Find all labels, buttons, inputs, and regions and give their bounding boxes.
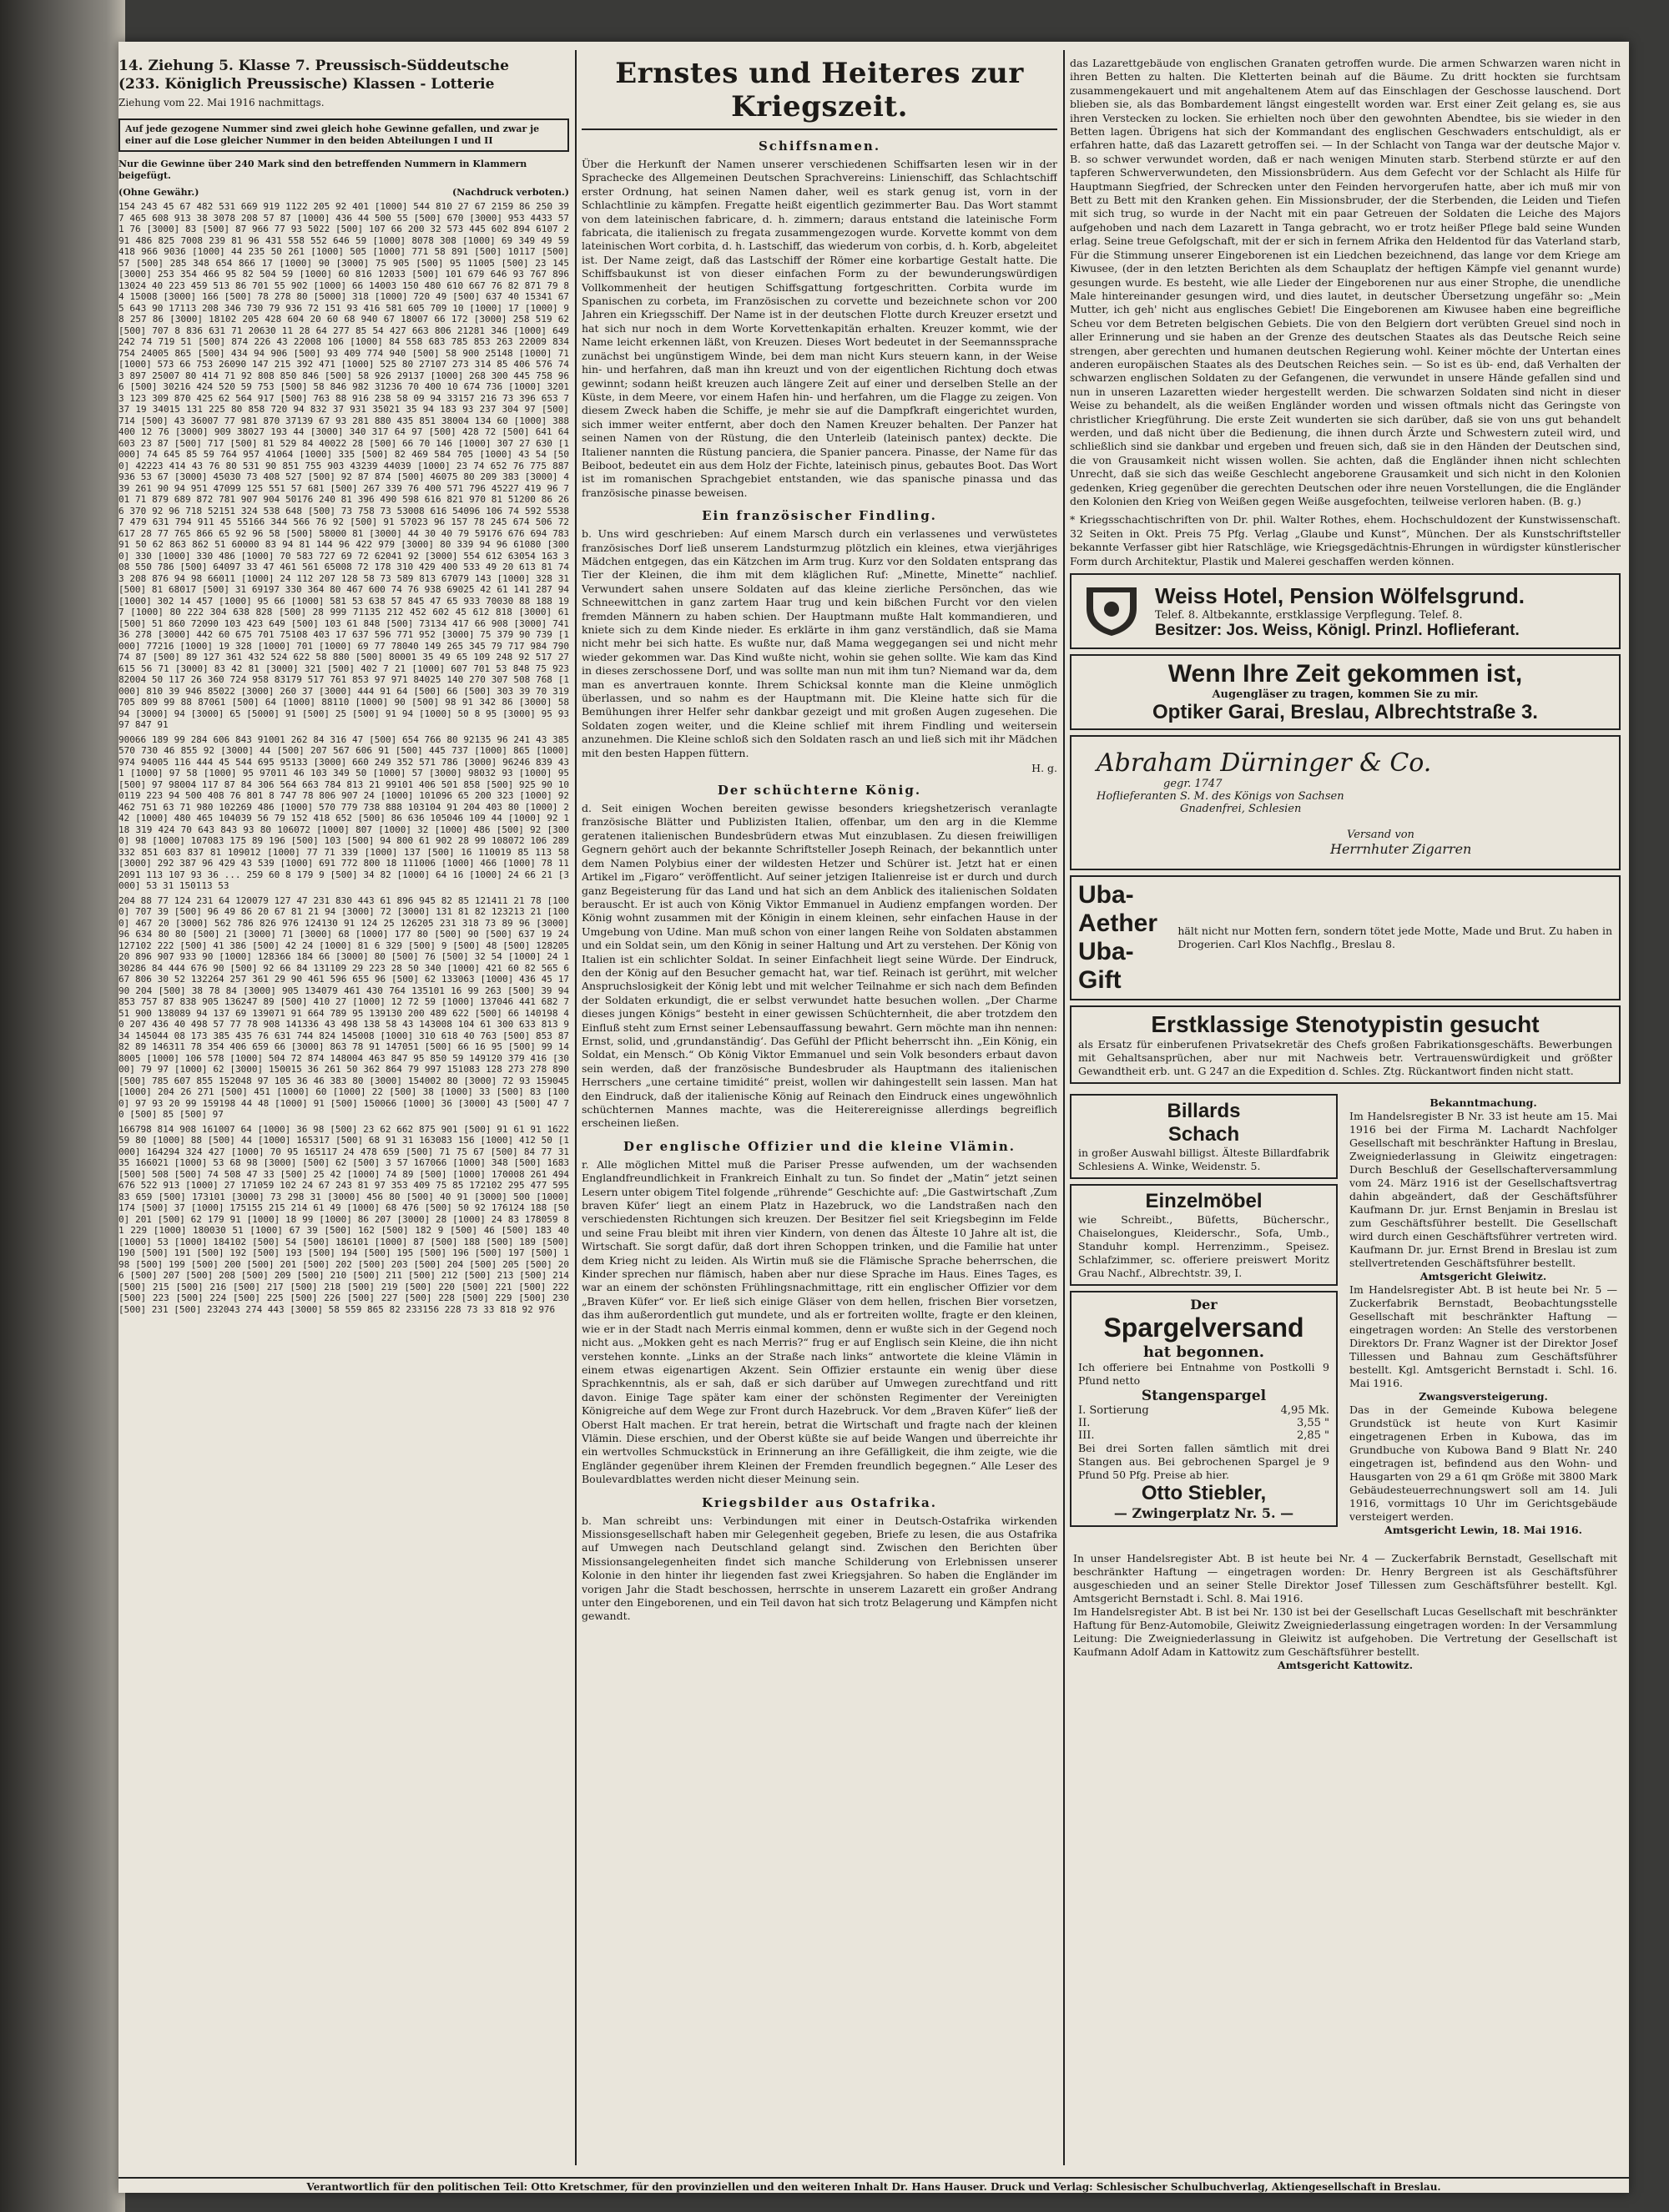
billards-text: in großer Auswahl billigst. Älteste Billardfabrik Schlesiens A. Winke, Weidenstr. 5.: [1078, 1146, 1329, 1173]
lottery-header: [118, 57, 569, 112]
lottery-numbers: 154 243 45 67 482 531 669 919 1122 205 92 401 [1000] 544 810 27 67 2159 86 250 397 465 608 913 38 3078 208 57 87 [1000] 436 44 500 55 [500] 670 [3000] 953 4433 571 76 [3000] 83 [500] 87 966 77 93 5022 [500] 107 66 200 32 573 445 602 894 6107 291 486 825 7008 239 81 96 431 558 552 646 59 [1000] 8078 308 [1000] 69 349 49 59 418 966 9036 [1000] 44 235 50 261 [1000] 505 [1000] 771 58 891 [500] 10117 [500] 57 [500] 285 348 654 866 17 [1000] 90 [3000] 75 905 [500] 95 11005 [500] 23 145 [3000] 253 354 466 95 82 504 59 [1000] 60 816 12033 [500] 101 679 646 93 767 896 13024 40 223 459 513 86 701 55 902 [1000] 66 14003 150 480 610 667 76 82 871 79 84 15008 [3000] 166 [500] 78 278 80 [5000] 318 [1000] 720 49 [500] 637 40 15341 675 643 90 17113 208 346 730 79 936 72 151 93 416 581 605 709 10 [1000] 17 [1000] 98 257 86 [3000] 18102 205 428 604 20 60 68 940 67 18007 66 172 [3000] 258 519 62 [500] 707 8 836 631 71 20630 11 28 64 277 85 54 427 663 806 21281 346 [1000] 649 242 74 719 51 [500] 874 226 43 22008 106 [1000] 84 558 683 785 853 263 22009 834 754 24005 865 [500] 434 94 906 [500] 93 409 774 940 [500] 58 900 25148 [1000] 71 [1000] 573 66 753 26090 147 215 392 471 [1000] 525 80 27107 273 314 85 406 576 743 897 25007 80 414 71 92 808 850 846 [500] 58 926 29137 [1000] 268 300 445 758 966 [500] 30216 424 520 59 753 [500] 58 846 982 31236 70 400 10 674 736 [1000] 32013 123 309 870 425 62 564 917 [500] 763 88 916 238 58 09 94 33157 216 73 396 653 737 19 34015 131 225 80 858 720 94 832 37 931 35021 35 94 183 93 237 304 97 [500] 714 [500] 43 36007 77 981 870 37139 67 93 281 880 435 851 38004 134 60 [1000] 388 400 12 76 [3000] 909 38027 193 44 [3000] 340 317 64 97 [500] 428 72 [500] 641 64 603 23 87 [500] 717 [500] 81 529 84 40022 28 [500] 66 70 146 [1000] 307 27 630 [1000] 74 645 85 59 764 957 41064 [1000] 335 [500] 82 469 584 705 [1000] 43 54 [500] 42223 414 43 76 80 531 90 851 755 903 43239 44039 [1000] 23 74 652 76 775 887 936 53 67 [3000] 45030 73 408 527 [500] 92 87 874 [500] 46075 80 209 383 [3000] 439 261 90 94 951 47099 125 551 57 681 [500] 267 339 76 400 571 796 45227 419 96 701 71 879 689 872 781 907 904 50176 240 81 396 490 598 616 821 970 81 51200 86 266 370 92 96 718 52151 324 538 648 [500] 73 758 73 53008 616 54096 106 74 592 55387 479 631 794 911 45 55166 344 566 76 92 [500] 91 57023 96 157 78 245 674 506 72 617 28 77 765 866 65 92 96 58 [500] 58000 81 [3000] 44 30 40 79 59176 676 694 783 91 50 62 863 862 51 60000 83 94 81 144 96 422 979 [3000] 80 339 94 96 61080 [3000] 330 [1000] 330 486 [1000] 70 583 727 69 72 62041 92 [3000] 554 612 63054 163 308 550 786 [500] 64097 33 47 461 561 65008 72 178 310 429 400 533 49 20 613 81 743 208 876 94 98 66011 [1000] 24 112 207 128 58 73 589 813 67079 143 [1000] 328 31 [500] 81 68017 [500] 31 69197 330 364 80 467 600 74 76 938 69025 42 61 141 287 94 [1000] 302 14 457 [1000] 95 66 [1000] 581 53 638 57 845 47 65 933 70030 88 188 197 [1000] 80 222 304 638 828 [500] 28 999 71135 212 452 602 45 612 818 [3000] 61 [500] 51 860 72090 103 423 649 [500] 103 61 848 [500] 73134 417 66 908 [3000] 74136 278 [3000] 442 60 675 701 75108 403 17 637 596 771 952 [3000] 75 379 90 739 [1000] 77216 [1000] 19 328 [1000] 701 [1000] 69 77 78040 149 265 345 79 717 984 79074 87 [500] 89 127 361 432 524 622 58 880 [500] 80001 35 49 65 109 248 92 517 27 615 56 71 [3000] 83 42 81 [3000] 321 [500] 402 7 21 [1000] 607 701 53 848 75 923 82004 50 117 26 360 724 958 83179 517 761 853 97 971 84025 140 270 307 508 768 [1000] 810 39 946 85022 [3000] 260 37 [3000] 444 91 64 [500] 66 [500] 303 39 70 319 705 809 99 88 87061 [500] 64 [1000] 88110 [1000] 90 [500] 98 91 342 86 [3000] 58 94 [3000] 94 [3000] 65 [5000] 91 [500] 25 [500] 91 94 [1000] 50 8 95 [3000] 95 93 97 847 91: [118, 201, 569, 730]
spargel-title: Spargelversand: [1103, 1313, 1304, 1343]
lottery-numbers-b: 90066 189 99 284 606 843 91001 262 84 316 47 [500] 654 766 80 92135 96 241 43 385 570 730 46 855 92 [3000] 44 [500] 207 567 606 91 [500] 445 737 [1000] 865 [1000] 974 94005 116 444 45 544 695 95133 [3000] 660 249 352 571 786 [3000] 96246 839 431 [1000] 97 58 [1000] 95 97011 46 103 349 50 [1000] 57 [3000] 98032 93 [1000] 95 [500] 97 98004 117 87 84 306 564 663 784 813 21 99101 406 501 858 [500] 925 90 100119 223 94 500 408 76 801 8 747 78 806 907 24 [1000] 101096 65 200 323 [1000] 92 462 751 63 71 980 102269 486 [1000] 570 779 738 888 103104 91 204 403 80 [1000] 242 [1000] 480 465 104039 56 79 152 418 652 [500] 86 636 105046 109 44 [1000] 92 118 319 424 70 643 843 93 80 106072 [1000] 807 [1000] 32 [1000] 486 [500] 92 [3000] 98 [1000] 107083 175 89 196 [500] 103 [500] 94 800 61 902 28 99 108072 106 289 332 851 603 837 81 109012 [1000] 77 71 339 [1000] 137 [500] 16 110019 85 113 58 [3000] 292 387 96 429 43 539 [1000] 691 772 800 18 111006 [1000] 466 [1000] 78 112091 113 107 93 36 ... 259 60 8 179 9 [500] 34 82 [1000] 64 16 [1000] 24 66 21 [3000] 53 31 150113 53: [118, 733, 569, 891]
lottery-column: [118, 57, 569, 2176]
durninger-line4: Herrnhuter Zigarren: [1330, 841, 1472, 858]
lottery-header-line3: Ziehung vom 22. Mai 1916 nachmittags.: [118, 97, 325, 108]
hotel-name: Weiss Hotel, Pension Wölfelsgrund.: [1155, 582, 1525, 608]
uba-name1: Uba-Aether: [1078, 881, 1158, 938]
section-text: b. Man schreibt uns: Verbindungen mit einer in Deutsch-Ostafrika wirkenden Missionsgesellschaft haben mir Gelegenheit gegeben, Briefe zu lesen, die aus Ostafrika auf Umwegen nach Deutschland gelangt sind. Zwischen den Berichten über Missionsangelegenheiten findet sich manche Schilderung von Erlebnissen unserer Kolonie in den hinter ihr liegenden fast zwei Kriegsjahren. So haben die Engländer im vorigen Jahr die Stadt beschossen, herrschte in unserem Lazarett ein großer Andrang unter den Eingeborenen, und ein Teil davon hat sich trotz Belagerung und Kämpfen nicht gewandt.: [582, 1514, 1057, 1623]
column-rule: [1063, 50, 1065, 2165]
ads-column: [1070, 57, 1621, 2176]
hotel-owner: Besitzer: Jos. Weiss, Königl. Prinzl. Hoflieferant.: [1155, 621, 1520, 639]
column-rule: [575, 50, 577, 2165]
price-row: [1078, 1404, 1329, 1417]
ads-lower-split: [1070, 1089, 1621, 1544]
steno-title: Erstklassige Stenotypistin gesucht: [1151, 1011, 1540, 1038]
lottery-tag-left: (Ohne Gewähr.): [118, 187, 199, 198]
spargel-note: Bei drei Sorten fallen sämtlich mit drei Stangen aus. Bei gebrochenen Spargel je 9 Pfund 50 Pfg. Preise ab hier.: [1078, 1442, 1329, 1482]
section-signature: H. g.: [1031, 762, 1057, 775]
price-label: II.: [1078, 1417, 1091, 1430]
optician-headline: Wenn Ihre Zeit gekommen ist,: [1167, 660, 1523, 688]
billards-title2: Schach: [1167, 1123, 1240, 1146]
legal-text: Im Handelsregister B Nr. 33 ist heute am 15. Mai 1916 bei der Firma M. Lachardt Nachfolger Gesellschaft mit beschränkter Haftung in Breslau, Zweigniederlassung in Gleiwitz eingetragen: Durch Beschluß der Gesellschafterversammlung vom 24. März 1916 ist der Gesellschaftsvertrag dahin abgeändert, daß der Geschäftsführer Kaufmann Dr. jur. Ernst Benjamin in Breslau ist zum Geschäftsführer bestellt. Die Gesellschaft wird durch einen Geschäftsführer vertreten wird. Kaufmann Dr. jur. Ernst Brend in Breslau ist zum stellvertretenden Geschäftsführer bestellt.: [1349, 1110, 1617, 1270]
spargel-company: Otto Stiebler,: [1141, 1482, 1267, 1505]
hotel-ad: [1070, 573, 1621, 649]
spargel-text: Ich offeriere bei Entnahme von Postkolli 9 Pfund netto: [1078, 1361, 1329, 1388]
durninger-name: Abraham Dürninger & Co.: [1097, 748, 1432, 778]
durninger-line2: Gnadenfrei, Schlesien: [1180, 803, 1302, 816]
article-continuation: das Lazarettgebäude von englischen Granaten getroffen wurde. Die armen Schwarzen waren nicht in ihren Betten zu halten. Die Kletterten beinah auf die Bäume. Zu dritt hockten sie furchtsam zusammengekauert und mit angehaltenem Atem auf das Einschlagen der Geschosse lauschend. Dort blieben sie, als das Bombardement längst eingestellt worden war. Erst einer Zeit gelang es, sie aus ihren Verstecken zu locken. Sie erhielten noch über den gewohnten Abendtee, bis sie wieder in den Betten lagen. Übrigens hat sich der Kommandant des englischen Geschwaders entschuldigt, als er erfahren hatte, daß das Lazarett getroffen sei. — In der Schlacht von Tanga war der deutsche Major v. B. so schwer verwundet worden, daß er nach wenigen Minuten starb. Sterbend stürzte er auf den tapferen Schwerverwundeten, den Missionsbrüdern. Aus dem Gefecht vor der Schlacht als Hilfe für Hauptmann Siegfried, der Schrecken unter den Feinden hervorgerufen hatte, aber ich muß mir von Bett zu Bett mit den Kranken gehen. Ein Missionsbruder, der die Sterbenden, die Leiden und Tiefen mit sich trug, so wurde in der Nacht mit ein paar Getreuen der Soldaten die Leiche des Majors aufgehoben und nach dem Lazarett in Tanga gebracht, wo er trotz heißer Pflege bald seine Wunden erlag. Seine treue Gefolgschaft, mit der er sich in fernem Afrika den Heldentod für das Vaterland starb, Für die Stimmung unserer Eingeborenen ist ein Liedchen bezeichnend, das lange vor dem Kriege am Kiwusee, (der in den letzten Berichten als dem Schauplatz der heftigen Kämpfe viel genannt wurde) gesungen wurde. Es besteht, wie alle Lieder der Eingeborenen nur aus einer Strophe, die unendliche Male hintereinander gesungen wird, und dies lautet, in deutscher Übersetzung ungefähr so: „Mein Mutter, ich geh' nicht aus englisches Gebiet! Die Eingeborenen am Kiwusee haben eine begreifliche Scheu vor dem Betreten belgischen Gebiets. Die von den Belgiern dort verübten Greuel sind noch in aller Erinnerung und sie haben an der Grenze des deutschen Staates als das Deutsche Reich seine strengen, aber gerechten und humanen deutschen Regierung wohl. Keiner möchte der Untertan eines anderen europäischen Staates als des Deutschen Reiches sein. — So ist es üb- end, daß Verhalten der schwarzen englischen Soldaten zu der Gefangenen, die verwundet in unsere Hände gefallen sind und nun in unseren Lazaretten wieder hergestellt werden. Die schwarzen Soldaten sind nicht in dieser Weise zu behandelt, als die weißen Engländer worden und wissen oftmals nicht das Geringste von christlicher Kriegführung. Die erste Zeit wunderten sie sich darüber, daß sie von uns gut behandelt werden, und daß nicht über die Bedienung, die ihnen durch Ärzte und Schwestern zuteil wird, und schließlich sind sie dankbar und ergeben und freuen sich, daß sie in den Händen der Deutschen sind, die von Grausamkeit nicht wissen wollen. Sie achten, daß die Engländer ihnen nicht schlechten Unrecht, daß sie sich das weiße Geschlecht angeborene Grausamkeit und sich nicht in den Kolonien gedenken, Krieg gegenüber die gerechten Deutschen oder ihre neuen Vorstellungen, die die Engländer den Kolonien den Krieg von Weißen gegen Weiße ausgefochten, teilweise verloren haben. (B. g.): [1070, 57, 1621, 507]
section-text: r. Alle möglichen Mittel muß die Pariser Presse aufwenden, um der wachsenden Englandfreundlichkeit in Frankreich Einhalt zu tun. So findet der „Matin“ jetzt seinen Lesern unter obigem Titel folgende „rührende“ Geschichte auf: „Die Gastwirtschaft ‚Zum braven Küfer‘ liegt an einem Platz in Hazebruck, wo die Landstraßen nach den verschiedensten Richtungen sich kreuzen. Der Besitzer fiel seit Kriegsbeginn im Felde und seine Frau bleibt mit ihren vier Kindern, von denen das Älteste 10 Jahre alt ist, die Wirtschaft. Sie sorgt dafür, daß dort ihren Schoppen trinken, und die Familie hat unter dem Krieg nicht zu leiden. Als Wirtin muß sie die Flämische Sprache beherrschen, die Kinder sprechen nur flämisch, haben aber nur diese Sprache im Haus. Eines Tages, es war an einem der schönsten Frühlingsnachmittage, ritt ein englischer Offizier vor dem „Braven Küfer“ vor. Er ließ sich einige Gläser von dem hellen, frischen Bier vorsetzen, das ihm außerordentlich gut mundete, und als er fortreiten wollte, fragte er den kleinen, wie er in der Stadt nach Merris einmal kommen, denn er wußte sich in der Gegend noch nicht aus. „Mokken geht es nach Merris?“ frug er auf Englisch sein Kleine, die ihn nicht verstehen konnte. „Links an der Straße nach links“ antwortete die kleine Vlämin in einem etwas eigenartigen Akzent. Sein Offizier erstaunte ein wenig über diese Sprachkenntnis, als er sah, daß er sich darüber auf Umwegen zurechtfand und ritt davon. Einige Tage später kam einer der schönsten Regimenter der Vereinigten Königreiche auf dem Wege zur Front durch Hazebruck. Vor dem „Braven Küfer“ ließ der Oberst Halt machen. Er trat herein, betrat die Wirtschaft und fragte nach der kleinen Vlämin. Diese erschien, und der Oberst küßte sie auf beide Wangen und überreichte ihr ein wertvolles Schmuckstück in Erinnerung an ihre Gefälligkeit, die ihm zeigte, wie die Engländer gegenüber ihrem Kleinen der Fremden freundlich begegnen.“ Alle Leser des Boulevardblattes werden nicht dieser Meinung sein.: [582, 1157, 1057, 1486]
spargel-ad: [1070, 1291, 1338, 1527]
section-title: Der schüchterne König.: [717, 783, 922, 799]
price-value: 4,95 Mk.: [1280, 1404, 1329, 1418]
legal-court: Amtsgericht Kattowitz.: [1277, 1659, 1414, 1672]
legal-text: In unser Handelsregister Abt. B ist heute bei Nr. 4 — Zuckerfabrik Bernstadt, Gesellschaft mit beschränkter Haftung — eingetragen worden: Dr. Henry Bergreen ist als Geschäftsführer ausgeschieden und an seiner Stelle Direktor Josef Tillessen zum Geschäftsführer bestellt. Kgl. Amtsgericht Bernstadt i. Schl. 8. Mai 1916.: [1073, 1552, 1617, 1605]
spargel-address: — Zwingerplatz Nr. 5. —: [1113, 1505, 1294, 1522]
moebel-text: wie Schreibt., Büfetts, Bücherschr., Chaiselongues, Kleiderschr., Sofa, Umb., Standuhr kompl. Herrenzimm., Speisez. Schlafzimmer, sc. offeriere preiswert Moritz Grau Nachf., Albrechtstr. 39, I.: [1078, 1213, 1329, 1280]
steno-ad: [1070, 1005, 1621, 1084]
coat-of-arms-icon: [1078, 579, 1145, 643]
imprint-footer: Verantwortlich für den politischen Teil: Otto Kretschmer, für den provinziellen und den weiteren Inhalt Dr. Hans Hauser. Druck und Verlag: Schlesischer Schulbuchverlag, Aktiengesellschaft in Breslau.: [118, 2177, 1629, 2193]
legal-notices-bottom: [1070, 1549, 1621, 1675]
moebel-title: Einzelmöbel: [1145, 1190, 1263, 1213]
legal-text: Im Handelsregister Abt. B ist bei Nr. 130 ist bei der Gesellschaft Lucas Gesellschaft mit beschränkter Haftung für Benz-Automobile, Gleiwitz Zweigniederlassung eingetragen worden: In der Versammlung Leitung: Die Zweigniederlassung in Gleiwitz ist aufgehoben. Die Vertretung der Gesellschaft ist Kaufmann Adolf Adam in Kattowitz zum Geschäftsführer bestellt.: [1073, 1605, 1617, 1659]
spargel-kind: Stangenspargel: [1141, 1388, 1267, 1405]
durninger-ad: [1070, 735, 1621, 870]
legal-court: Amtsgericht Lewin, 18. Mai 1916.: [1384, 1524, 1582, 1537]
legal-court: Amtsgericht Gleiwitz.: [1419, 1270, 1547, 1283]
lottery-tags: [118, 187, 569, 198]
price-value: 3,55 ": [1296, 1417, 1329, 1430]
lottery-info-box: Auf jede gezogene Nummer sind zwei gleich hohe Gewinne gefallen, und zwar je einer auf die Lose gleicher Nummer in den beiden Abteilungen I und II: [118, 118, 569, 152]
article-title: Ernstes und Heiteres zur Kriegszeit.: [582, 57, 1057, 130]
billards-title1: Billards: [1167, 1100, 1241, 1123]
uba-name2: Uba-Gift: [1078, 938, 1134, 995]
section-text: Über die Herkunft der Namen unserer verschiedenen Schiffsarten lesen wir in der Sprachecke des Allgemeinen Deutschen Sprachvereins: Linienschiff, das Schlachtschiff erster Ordnung, hat seinen Namen daher, weil es stark genug ist, vorn in der Schlachtlinie zu kämpfen. Fregatte heißt eigentlich gezimmerter Bau. Das Wort stammt von dem lateinischen fabricare, d. h. zimmern; daraus entstand die lateinische Form fabricata, die italienisch zu fregata zusammengezogen wurde. Korvette kommt von dem lateinischen Wort corbita, d. h. Lastschiff, das wiederum von corbis, d. h. Korb, abgeleitet ist. Der Name zeigt, daß das Lastschiff der Römer eine korbartige Gestalt hatte. Die Schiffsbaukunst ist von dieser einfachen Form zu der bewunderungswürdigen Vollkommenheit der heutigen Schiffsgattung fortgeschritten. Corbita wurde im Spanischen zu corbeta, im Französischen zu corvette und bezeichnete schon vor 200 Jahren ein Kriegsschiff. Der Name ist in der deutschen Flotte durch Kreuzer ersetzt und hat sich nur noch in dem Worte Korvettenkapitän erhalten. Kreuzer kommt, wie der Name leicht erkennen läßt, von Kreuzen. Dieses Wort bedeutet in der Seemannssprache zunächst bei ungünstigem Winde, bei dem man nicht Kurs steuern kann, in der Weise hin- und herfahren, daß man ihn kreuzt und von der eigentlichen Richtung doch etwas gewinnt; sodann heißt kreuzen auch längere Zeit auf einer und derselben Stelle an der Küste, in dem Meere, vor einem Hafen hin- und herfahren, um die Flagge zu zeigen. Von diesem Zweck haben die Schiffe, je mehr sie auf die Dampfkraft eingerichtet wurden, sich immer weiter entfernt, aber doch den Namen Kreuzer behalten. Der Panzer hat seinen Namen von der Rüstung, die den Unterleib (lateinisch pantex) deckte. Die Italiener nannten die Rüstung panciera, die Spanier pancera. Pinasse, der Name für das Beiboot, bedeutet ein aus dem Holz der Fichte, lateinisch pinus, gebautes Boot. Das Wort ist im romanischen Sprachgebiet entstanden, wie das spanische pinassa und das französische pinasse beweisen.: [582, 158, 1057, 499]
price-value: 2,85 ": [1296, 1429, 1329, 1443]
lottery-numbers-c: 204 88 77 124 231 64 120079 127 47 231 830 443 61 896 945 82 85 121411 21 78 [1000] 707 39 [500] 96 49 86 20 67 81 21 94 [3000] 72 [3000] 131 81 82 123213 21 [1000] 467 20 [3000] 562 786 826 976 124130 91 124 25 126205 231 318 73 89 96 [3000] 96 634 80 80 [500] 21 [3000] 71 [3000] 68 [1000] 177 80 [500] 90 [500] 637 19 24 127102 222 [500] 41 386 [500] 42 24 [1000] 81 6 329 [500] 9 [500] 48 [500] 128205 20 896 907 933 90 [1000] 128366 184 66 [3000] 80 [500] 76 [500] 32 54 [1000] 24 130286 84 444 676 90 [500] 92 66 84 131109 29 223 28 50 340 [1000] 421 60 82 565 667 806 30 52 132264 257 361 29 90 461 596 655 96 [500] 62 133063 [1000] 436 45 17 90 204 [500] 38 78 84 [3000] 905 134079 461 430 764 135101 16 99 263 [500] 39 94 853 757 87 838 905 136247 89 [500] 410 27 [1000] 12 72 59 [1000] 137046 441 682 751 900 138089 94 137 69 139071 91 664 789 95 139130 200 489 622 [500] 66 140198 40 207 436 40 498 57 77 78 908 141336 43 498 138 58 43 143008 104 61 300 633 813 934 145044 08 173 385 435 76 631 744 824 145008 [1000] 310 618 40 763 [500] 853 87 82 89 146311 78 354 406 659 66 [3000] 863 78 91 147051 [500] 66 16 95 [500] 99 148005 [1000] 106 578 [1000] 504 72 874 148004 463 847 95 850 59 149120 379 416 [3000] 79 97 [1000] 62 [3000] 150015 36 261 50 362 864 79 997 151083 128 273 278 890 [500] 785 607 855 152048 97 105 36 46 383 80 [3000] 154002 80 [3000] 72 93 159045 [1000] 204 26 271 [500] 451 [1000] 60 [1000] 22 [500] 38 [1000] 33 [500] 83 [1000] 97 93 20 99 159198 44 48 [1000] 91 [500] 150066 [1000] 36 [3000] 43 [500] 47 70 [500] 85 [500] 97: [118, 894, 569, 1120]
article-column: [582, 57, 1057, 2176]
ads-lower-left: [1070, 1089, 1338, 1544]
lottery-numbers-d: 166798 814 908 161007 64 [1000] 36 98 [500] 23 62 662 875 901 [500] 91 61 91 162259 80 [1000] 88 [500] 44 [1000] 165317 [500] 68 91 31 163083 156 [1000] 412 50 [1000] 164294 324 427 [1000] 70 95 165117 24 478 659 [500] 71 75 67 [500] 84 77 31 35 166021 [1000] 53 68 98 [3000] [500] 62 [500] 3 57 167066 [1000] 348 [500] 1683 [500] 508 [500] 74 508 47 33 [500] 25 42 [1000] 74 89 [500] [1000] 170008 261 494 676 522 913 [1000] 27 171059 102 24 67 243 81 97 353 409 75 85 172102 295 477 595 83 659 [500] 173101 [3000] 73 298 31 [3000] 456 80 [500] 40 91 [3000] 500 [1000] 174 [500] 37 [1000] 175155 215 214 61 49 [1000] 68 476 [500] 50 92 176124 188 [500] 201 [500] 62 179 91 [1000] 18 99 [1000] 86 207 [3000] 28 [1000] 24 83 178059 81 229 [1000] 180030 51 [1000] 67 39 [500] 162 [500] 182 9 [500] 46 [500] 183 40 [1000] 53 [1000] 184102 [500] 54 [500] 186101 [1000] 87 [500] 188 [500] 189 [500] 190 [500] 191 [500] 192 [500] 193 [500] 194 [500] 195 [500] 196 [500] 197 [500] 198 [500] 199 [500] 200 [500] 201 [500] 202 [500] 203 [500] 204 [500] 205 [500] 206 [500] 207 [500] 208 [500] 209 [500] 210 [500] 211 [500] 212 [500] 213 [500] 214 [500] 215 [500] 216 [500] 217 [500] 218 [500] 219 [500] 220 [500] 221 [500] 222 [500] 223 [500] 224 [500] 225 [500] 226 [500] 227 [500] 228 [500] 229 [500] 230 [500] 231 [500] 232043 274 443 [3000] 58 559 865 82 233156 228 73 33 818 92 976: [118, 1123, 569, 1315]
price-label: III.: [1078, 1429, 1095, 1443]
legal-text: Das in der Gemeinde Kubowa belegene Grundstück ist heute von Kurt Kasimir eingetragenen Erben in Kubowa, das im Grundbuche von Kubowa Band 9 Blatt Nr. 240 eingetragen ist, befindend aus den Wohn- und Hausgarten von 29 a 61 qm Größe mit 3800 Mark Gebäudesteuerrechnungswert soll am 14. Juli 1916, vormittags 10 Uhr im Gerichtsgebäude versteigert werden.: [1349, 1403, 1617, 1524]
optician-sub: Augengläser zu tragen, kommen Sie zu mir.: [1212, 688, 1479, 702]
price-row: [1078, 1429, 1329, 1442]
book-notice: * Kriegsschachtischriften von Dr. phil. Walter Rothes, ehem. Hochschuldozent der Kunstwissenschaft. 32 Seiten in Okt. Preis 75 Pfg. Verlag „Glaube und Kunst“, München. Der als Kunstschriftsteller bekannte Verfasser gibt hier Ratschläge, wie Kriegsgedächtnis-Ehrungen in würdigster künstlerischer Form durch Architektur, Plastik und Malerei geschaffen werden können.: [1070, 513, 1621, 567]
price-row: [1078, 1417, 1329, 1429]
section-title: Kriegsbilder aus Ostafrika.: [702, 1494, 937, 1510]
uba-ad: [1070, 875, 1621, 1000]
price-label: I. Sortierung: [1078, 1404, 1149, 1418]
lottery-note: Nur die Gewinne über 240 Mark sind den betreffenden Nummern in Klammern beigefügt.: [118, 159, 527, 181]
durninger-line3: Versand von: [1347, 829, 1414, 842]
durninger-line1: Hoflieferanten S. M. des Königs von Sachsen: [1097, 790, 1344, 804]
legal-title: Bekanntmachung.: [1429, 1096, 1537, 1110]
lottery-header-line2: (233. Königlich Preussische) Klassen - Lotterie: [118, 76, 495, 93]
steno-text: als Ersatz für einberufenen Privatsekretär des Chefs großen Fabrikationsgeschäfts. Bewerbungen mit Gehaltsansprüchen, aber nur mit Nachweis betr. Vertrauenswürdigkeit und größter Gewandtheit erb. unt. G 247 an die Expedition d. Schles. Ztg. Rückantwort finden nicht statt.: [1078, 1038, 1612, 1078]
spargel-sub: hat begonnen.: [1143, 1343, 1264, 1362]
hotel-sub: Telef. 8. Altbekannte, erstklassige Verpflegung. Telef. 8.: [1155, 608, 1463, 622]
section-text: d. Seit einigen Wochen bereiten gewisse besonders kriegshetzerisch veranlagte französische Blätter und Publizisten Italien, offenbar, um den arg in die Klemme geratenen italienischen Bundesbrüdern etwas Mut einzublasen. Zu diesen freiwilligen Gegnern gehört auch der bekannte Schriftsteller Joseph Reinach, der bekanntlich unter dem Namen Polybius einer der wildesten Hetzer und Schürer ist. Jetzt hat er einen Artikel im „Figaro“ veröffentlicht. Auf seiner jetzigen Italienreise ist er durch und durch ganz Begeisterung für das Land und hat sich an dem Anblick des italienischen Soldaten berauscht. Er ist auch von König Viktor Emmanuel in Audienz empfangen worden. Der König wohnt zusammen mit der Königin in einem kleinen, sehr einfachen Hause in der Umgebung von Udine. Man muß schon von einer langen Reihe von Soldaten abstammen und ein Soldat sein, um den König in seiner Haltung und Art zu verstehen. Der König von Italien ist ein schlichter Soldat. In seiner Einfachheit liegt seine Würde. Der Eindruck, den der König auf den Besucher gemacht hat, war tief. Reinach ist gerührt, mit welcher Anspruchslosigkeit der König lebt und mit welcher Teilnahme er sich nach dem Befinden der Soldaten erkundigt, die er selbst verwundet hatte besuchen wollen. „Der Charme dieses jungen Königs“ besteht in einer gewissen Schüchternheit, die aber trotzdem den Einfluß steht zum Ernst seiner Lebensauffassung bewahrt. Gern möchte man ihn nennen: Ernst, solid, und ‚grundanständig‘. Das Gefühl der Pflicht beherrscht ihn. „Ein König, ein Soldat, ein Mensch.“ Ob König Viktor Emmanuel und sein Volk besonders erbaut davon sein werden, daß der französische Bundesbruder als Hauptmann des italienischen Herrschers „une certaine timidité“ preist, wollen wir dahingestellt sein lassen. Man hat den Eindruck, daß der italienische König auf Reinach den Eindruck eines ungewöhnlich schüchternen Mannes machte, was die Heiterereignisse allerdings begreiflich erscheinen ließen.: [582, 802, 1057, 1130]
newspaper-page: [118, 42, 1629, 2193]
moebel-ad: [1070, 1184, 1338, 1286]
optician-ad: [1070, 654, 1621, 730]
optician-name: Optiker Garai, Breslau, Albrechtstraße 3.: [1152, 701, 1538, 724]
section-title: Schiffsnamen.: [758, 139, 881, 154]
billards-ad: [1070, 1094, 1338, 1179]
spargel-pre: Der: [1190, 1297, 1218, 1313]
section-text: b. Uns wird geschrieben: Auf einem Marsch durch ein verlassenes und verwüstetes französisches Dorf ließ unserem Landsturmzug plötzlich ein kleines, etwa vierjähriges Mädchen entgegen, das ein Kätzchen im Arm trug. Kurz vor den Soldaten entsprang das Tier der Kleinen, die ihm mit dem kläglichen Ruf: „Minette, Minette“ nachlief. Verwundert sahen unsere Soldaten auf das kleine zierliche Persönchen, das wie Schneewittchen in ganz zartem Haar trug und kein bißchen Furcht vor den vielen fremden Männern zu haben schien. Der Hauptmann mußte Halt kommandieren, und kniete sich zu dem Kinde nieder. Es erklärte in ihm ganz verständlich, daß sie Mama nicht mehr bei sich hatte. Es wußte nur, daß Mama weggegangen sei und nicht mehr wieder gekommen war. Das Kind wußte nicht, wohin sie gehen sollte. Wie kam das Kind in dieses zerschossene Dorf, und was sollte man nun mit ihm tun? Niemand war da, dem man es anvertrauen konnte. Ihrem Schicksal konnte man die Kleine unmöglich überlassen, und so nahm es der Hauptmann mit. Die Kleine hatte sich für die Bemühungen ihrer Helfer sehr dankbar gezeigt und mit großen Augen zugesehen. Die Soldaten zogen weiter, und die Kleine schlief mit ihrem Findling und weitersein anzunehmen. Die Kleine schloß sich den Soldaten rasch an und ließ sich mit ihr Mädchen mit den besten Happen füttern.: [582, 527, 1057, 759]
section-title: Der englische Offizier und die kleine Vlämin.: [623, 1138, 1016, 1154]
uba-text: hält nicht nur Motten fern, sondern tötet jede Motte, Made und Brut. Zu haben in Drogerien. Carl Klos Nachflg., Breslau 8.: [1177, 925, 1612, 951]
durninger-founded: gegr. 1747: [1163, 778, 1223, 791]
section-title: Ein französischer Findling.: [702, 508, 937, 524]
legal-notices: [1346, 1094, 1621, 1539]
legal-text: Im Handelsregister Abt. B ist heute bei Nr. 5 — Zuckerfabrik Bernstadt, Beobachtungsstelle Gesellschaft mit beschränkter Haftung — eingetragen worden: An Stelle des verstorbenen Direktors Dr. Franz Wagner ist der Direktor Josef Tillessen und Bahnau zum Geschäftsführer bestellt. Kgl. Amtsgericht Bernstadt i. Schl. 16. Mai 1916.: [1349, 1283, 1617, 1390]
legal-title: Zwangsversteigerung.: [1419, 1390, 1548, 1403]
lottery-header-line1: 14. Ziehung 5. Klasse 7. Preussisch-Süddeutsche: [118, 58, 509, 74]
scan-binding-edge: [0, 0, 125, 2212]
lottery-tag-right: (Nachdruck verboten.): [451, 187, 569, 198]
